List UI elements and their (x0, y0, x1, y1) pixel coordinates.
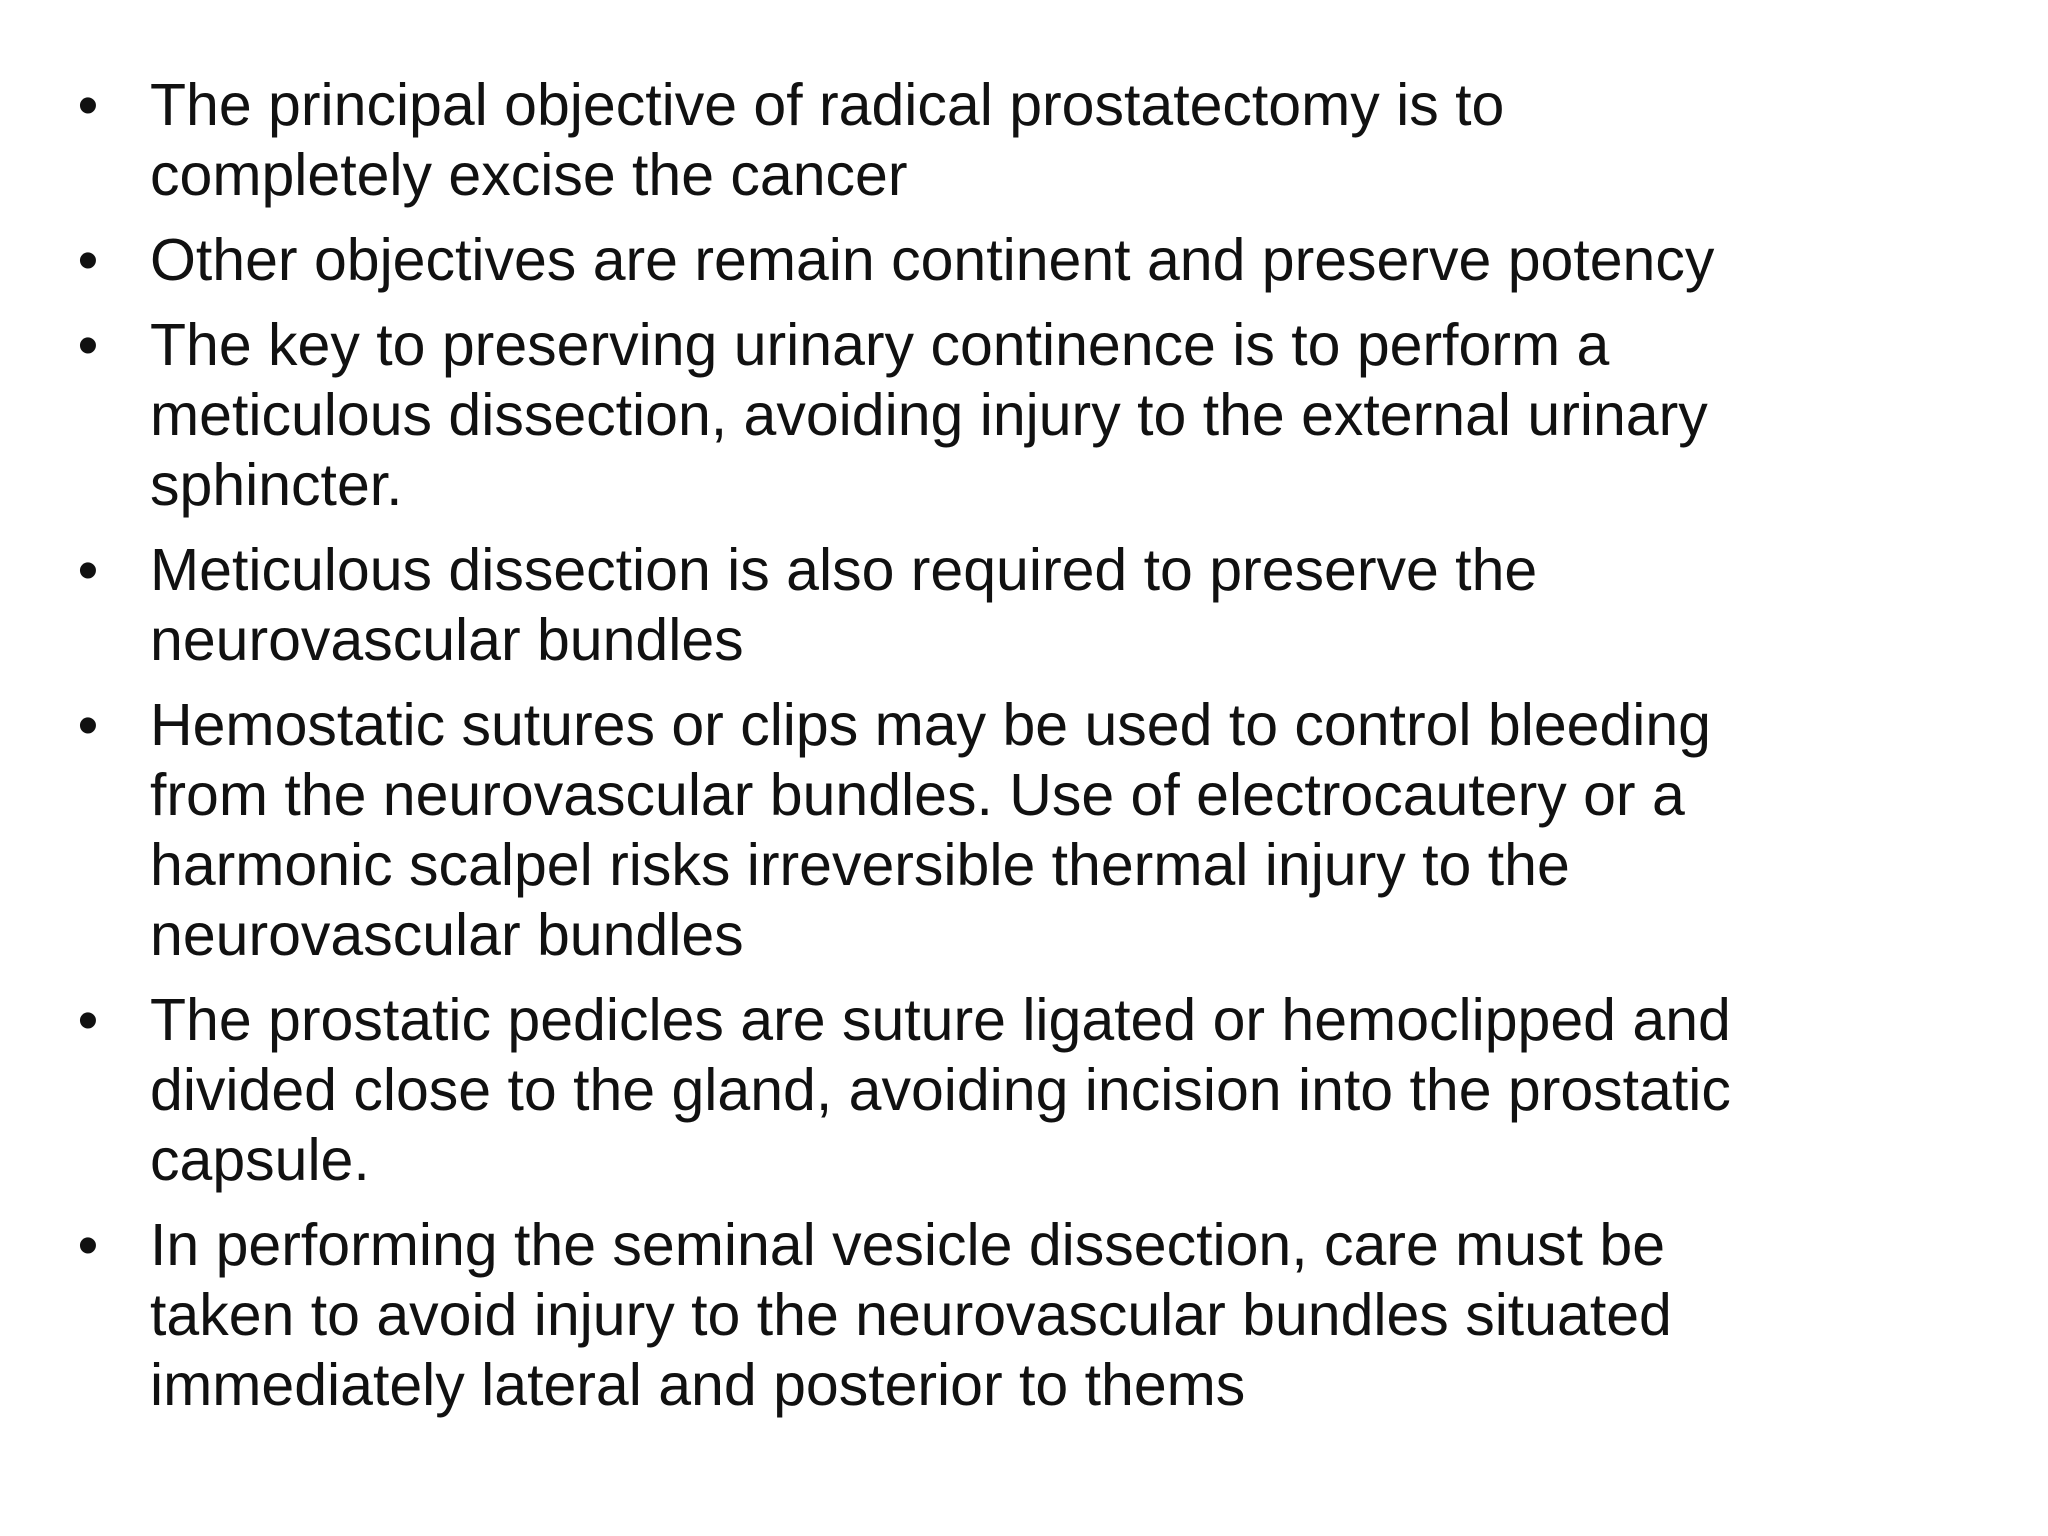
bullet-item (68, 535, 1988, 675)
bullet-line: Hemostatic sutures or clips may be used to control bleeding (150, 692, 1711, 758)
bullet-line: neurovascular bundles (150, 902, 744, 968)
bullet-line: divided close to the gland, avoiding incision into the prostatic (150, 1057, 1731, 1123)
bullet-line: taken to avoid injury to the neurovascular bundles situated (150, 1282, 1672, 1348)
bullet-item (68, 1210, 1988, 1420)
bullet-line: sphincter. (150, 452, 403, 518)
bullet-dot-icon: • (77, 692, 99, 758)
bullet-dot-icon: • (77, 72, 99, 138)
bullet-line: Meticulous dissection is also required to preserve the (150, 537, 1538, 603)
bullet-line: from the neurovascular bundles. Use of electrocautery or a (150, 762, 1685, 828)
bullet-line: immediately lateral and posterior to thems (150, 1352, 1246, 1418)
bullet-dot-icon: • (77, 987, 99, 1053)
bullet-line: neurovascular bundles (150, 607, 744, 673)
bullet-item (68, 310, 1988, 520)
bullet-line: The prostatic pedicles are suture ligated or hemoclipped and (150, 987, 1731, 1053)
bullet-line: harmonic scalpel risks irreversible thermal injury to the (150, 832, 1570, 898)
bullet-line: Other objectives are remain continent and preserve potency (150, 227, 1715, 293)
bullet-line: completely excise the cancer (150, 142, 908, 208)
bullet-item (68, 225, 1988, 295)
bullet-dot-icon: • (77, 537, 99, 603)
bullet-list (68, 70, 1988, 1435)
bullet-line: The principal objective of radical prostatectomy is to (150, 72, 1505, 138)
bullet-line: capsule. (150, 1127, 370, 1193)
bullet-line: The key to preserving urinary continence is to perform a (150, 312, 1610, 378)
bullet-dot-icon: • (77, 227, 99, 293)
bullet-item (68, 985, 1988, 1195)
bullet-dot-icon: • (77, 312, 99, 378)
bullet-line: In performing the seminal vesicle dissection, care must be (150, 1212, 1666, 1278)
bullet-line: meticulous dissection, avoiding injury to the external urinary (150, 382, 1708, 448)
bullet-item (68, 70, 1988, 210)
bullet-dot-icon: • (77, 1212, 99, 1278)
bullet-item (68, 690, 1988, 970)
